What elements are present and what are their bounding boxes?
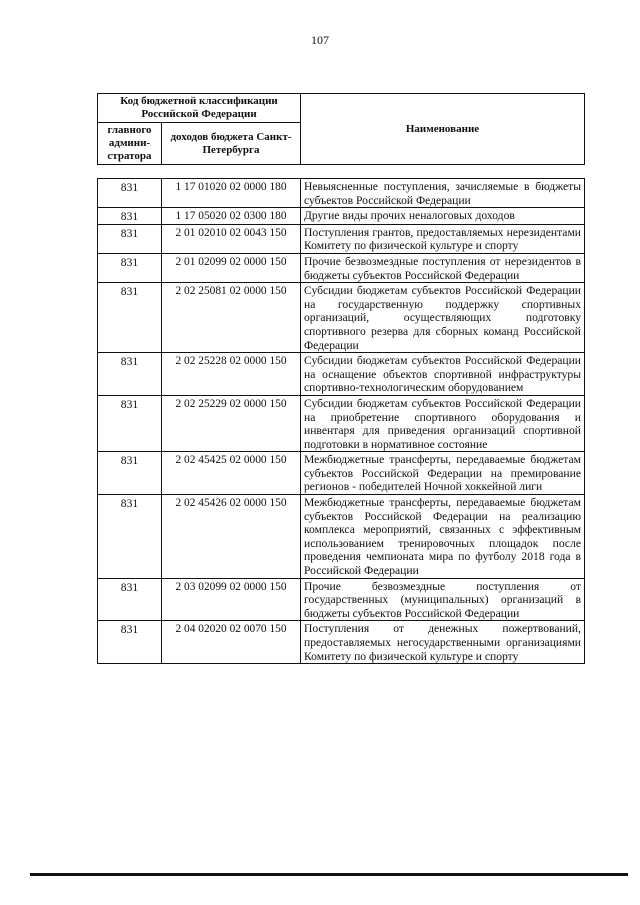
admin-code-cell: 831 — [98, 353, 162, 396]
income-name-cell: Субсидии бюджетам субъектов Российской Федерации на приобретение спортивного оборудования и инвентаря для приведения организаций спортивной подготовки в нормативное состояние — [301, 395, 585, 451]
admin-code-cell: 831 — [98, 224, 162, 253]
income-code-cell: 2 03 02099 02 0000 150 — [162, 578, 301, 621]
income-code-cell: 2 04 02020 02 0070 150 — [162, 621, 301, 664]
admin-code-cell: 831 — [98, 179, 162, 208]
income-name-cell: Субсидии бюджетам субъектов Российской Федерации на государственную поддержку спортивных организаций, осуществляющих подготовку спортивного резерва для сборных команд Российской Федерации — [301, 283, 585, 353]
income-name-cell: Поступления от денежных пожертвований, предоставляемых негосударственными организациями Комитету по физической культуре и спорту — [301, 621, 585, 664]
admin-code-cell: 831 — [98, 621, 162, 664]
table-row — [98, 253, 585, 282]
admin-code-cell: 831 — [98, 283, 162, 353]
income-code-cell: 2 02 25228 02 0000 150 — [162, 353, 301, 396]
page-number: 107 — [311, 33, 329, 47]
admin-code-cell: 831 — [98, 208, 162, 225]
income-name-cell: Другие виды прочих неналоговых доходов — [301, 208, 585, 225]
admin-code-cell: 831 — [98, 395, 162, 451]
header-income-code: доходов бюджета Санкт-Петербурга — [162, 123, 301, 165]
income-name-cell: Прочие безвозмездные поступления от нерезидентов в бюджеты субъектов Российской Федерации — [301, 253, 585, 282]
income-name-cell: Прочие безвозмездные поступления от государственных (муниципальных) организаций в бюджеты субъектов Российской Федерации — [301, 578, 585, 621]
table-row — [98, 452, 585, 495]
income-code-cell: 1 17 05020 02 0300 180 — [162, 208, 301, 225]
table-row — [98, 578, 585, 621]
income-name-cell: Субсидии бюджетам субъектов Российской Федерации на оснащение объектов спортивной инфраструктуры спортивно-технологическим оборудованием — [301, 353, 585, 396]
income-name-cell: Невыясненные поступления, зачисляемые в бюджеты субъектов Российской Федерации — [301, 179, 585, 208]
income-table-body — [98, 179, 585, 664]
admin-code-cell: 831 — [98, 578, 162, 621]
income-code-cell: 1 17 01020 02 0000 180 — [162, 179, 301, 208]
table-row — [98, 283, 585, 353]
income-code-cell: 2 01 02099 02 0000 150 — [162, 253, 301, 282]
table-row — [98, 395, 585, 451]
table-row — [98, 224, 585, 253]
table-row — [98, 621, 585, 664]
income-code-cell: 2 01 02010 02 0043 150 — [162, 224, 301, 253]
admin-code-cell: 831 — [98, 495, 162, 579]
header-classification-code: Код бюджетной классификации Российской Федерации — [98, 94, 301, 123]
admin-code-cell: 831 — [98, 253, 162, 282]
table-row — [98, 179, 585, 208]
header-name: Наименование — [301, 94, 585, 165]
header-chief-admin: главного админи-стратора — [98, 123, 162, 165]
table-row — [98, 495, 585, 579]
income-table — [97, 178, 585, 664]
income-name-cell: Поступления грантов, предоставляемых нерезидентами Комитету по физической культуре и спорту — [301, 224, 585, 253]
income-name-cell: Межбюджетные трансферты, передаваемые бюджетам субъектов Российской Федерации на реализацию комплекса мероприятий, связанных с эффективным использованием тренировочных площадок после проведения чемпионата мира по футболу 2018 года в Российской Федерации — [301, 495, 585, 579]
income-code-cell: 2 02 25081 02 0000 150 — [162, 283, 301, 353]
table-header — [97, 93, 585, 165]
admin-code-cell: 831 — [98, 452, 162, 495]
page-bottom-rule — [30, 873, 628, 876]
income-code-cell: 2 02 45425 02 0000 150 — [162, 452, 301, 495]
income-code-cell: 2 02 25229 02 0000 150 — [162, 395, 301, 451]
table-row — [98, 208, 585, 225]
income-code-cell: 2 02 45426 02 0000 150 — [162, 495, 301, 579]
table-row — [98, 353, 585, 396]
income-name-cell: Межбюджетные трансферты, передаваемые бюджетам субъектов Российской Федерации на премирование регионов - победителей Ночной хоккейной лиги — [301, 452, 585, 495]
